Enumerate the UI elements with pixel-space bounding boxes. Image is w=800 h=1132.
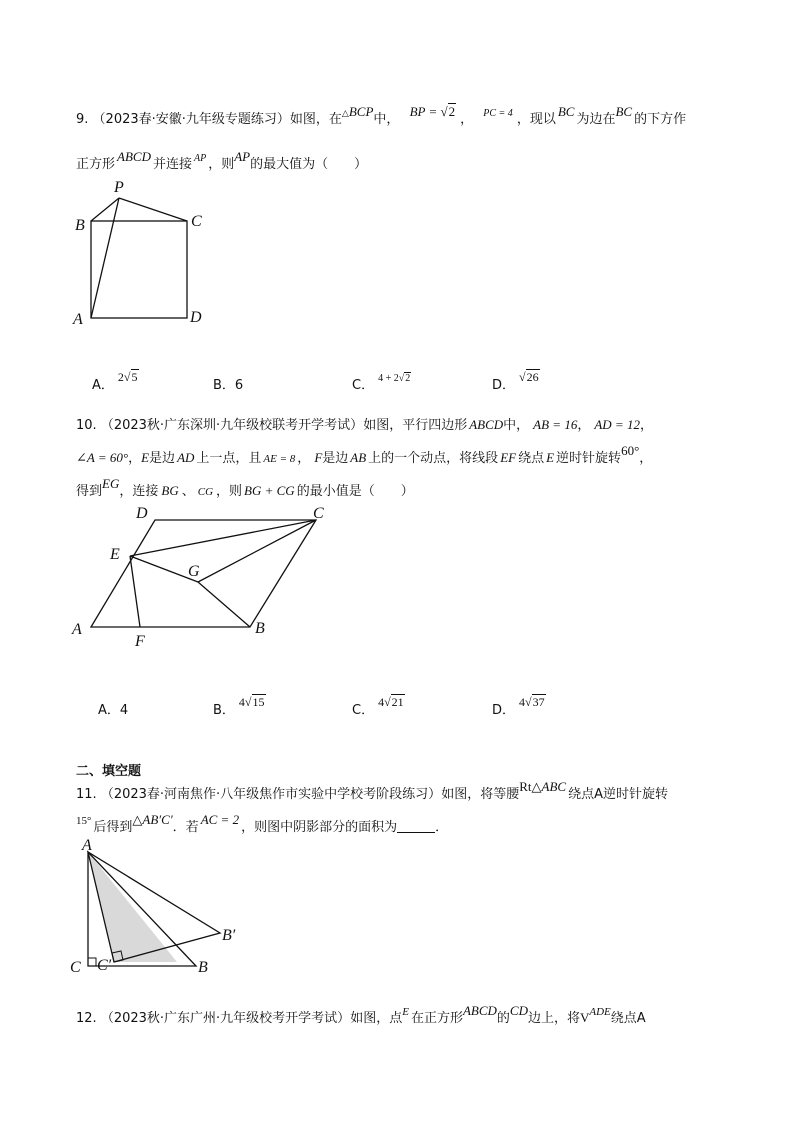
q10-number: 10. [76,418,97,433]
q9-option-b[interactable]: B．6 [213,378,244,393]
q9-option-a[interactable]: A．2√5 [92,370,138,393]
q9-label-b: B [75,217,85,234]
q11-label-a: A [82,837,92,854]
q10-label-f: F [135,633,145,650]
section-heading-fill-in: 二、填空题 [76,764,142,779]
q10-option-b[interactable]: B．4√15 [213,695,265,718]
q9-number: 9. [76,112,89,127]
q10-label-b: B [255,620,265,637]
q11-source: （2023春·河南焦作·八年级焦作市实验中学校考阶段练习） [100,787,442,802]
q10-line-1: 10. （2023秋·广东深圳·九年级校联考开学考试）如图，平行四边形 ABCD中， AB = 16， AD = 12， [76,417,653,433]
q9-label-p: P [114,179,124,196]
q10-figure [70,500,350,660]
q11-right-angle-c [88,958,96,966]
q10-label-e: E [110,546,120,563]
q12-number: 12. [76,1011,97,1026]
q11-label-b2: B′ [222,927,236,944]
q10-seg-ef [130,556,140,627]
q11-line-1: 11. （2023春·河南焦作·八年级焦作市实验中学校考阶段练习）如图，将等腰$^{Rt\triangle ABC}$绕点A逆时针旋转 [76,779,668,802]
q9-option-d[interactable]: D．√26 [492,370,539,393]
q10-option-c[interactable]: C．4√21 [352,695,404,718]
q12-line-1: 12. （2023秋·广东广州·九年级校考开学考试）如图，点$^E$ 在正方形$^{ABCD}$的$^{CD}$边上，将$V^{ADE}$绕点A [76,1003,646,1026]
q9-figure [70,178,210,328]
q11-label-c: C [70,959,81,976]
q10-source: （2023秋·广东深圳·九年级校联考开学考试） [100,418,364,433]
q9-line-2: 正方形$^{ABCD}$并连接 $^{AP}$ ，则$^{AP}$的最大值为（ ） [76,149,368,172]
q10-seg-ec [130,520,316,556]
q10-parallelogram-abcd [91,520,316,627]
q9-line-1: 9. （2023春·安徽·九年级专题练习）如图，在$^{\triangle BCP}$中， $^{BP = √2}$， $^{PC = 4}$ ，现以$^{BC}$为边在$^{BC}$的下方作 [76,104,687,127]
q11-label-b: B [198,959,208,976]
q9-label-a: A [73,311,83,328]
q9-seg-pc [119,198,187,221]
q11-answer-blank[interactable] [397,820,435,833]
q10-seg-gb [198,582,250,627]
q9-source: （2023春·安徽·九年级专题练习） [92,112,290,127]
q9-label-c: C [191,213,202,230]
q9-seg-ap [91,198,119,318]
q11-line-2: $^{15^\circ}$ 后得到$^{\triangle AB'C'}$．若$^{AC = 2}$，则图中阴影部分的面积为 ． [76,812,449,835]
q10-label-g: G [188,563,200,580]
q10-line-2: ∠A = 60°，E是边 AD 上一点，且 AE = 8 ， F是边 AB 上的一个动点，将线段 EF 绕点 E 逆时针旋转$^{60^\circ}$， [76,443,653,466]
q10-label-a: A [72,621,82,638]
q11-number: 11. [76,787,97,802]
q10-label-d: D [136,505,148,522]
q10-option-d[interactable]: D．4√37 [492,695,545,718]
q11-label-c2: C′ [97,957,112,974]
q9-label-d: D [190,309,202,326]
q9-option-c[interactable]: C． $^{4 + 2√2}$ [352,373,411,393]
q10-option-a[interactable]: A．4 [98,703,129,718]
q12-source: （2023秋·广东广州·九年级校考开学考试） [100,1011,351,1026]
q10-line-3: 得到$^{EG}$，连接 BG 、 CG ，则 BG + CG 的最小值是（ ） [76,476,414,499]
q10-label-c: C [313,505,324,522]
q10-seg-gc [198,520,316,582]
q9-square-abcd [91,221,187,318]
q11-figure [68,838,248,978]
